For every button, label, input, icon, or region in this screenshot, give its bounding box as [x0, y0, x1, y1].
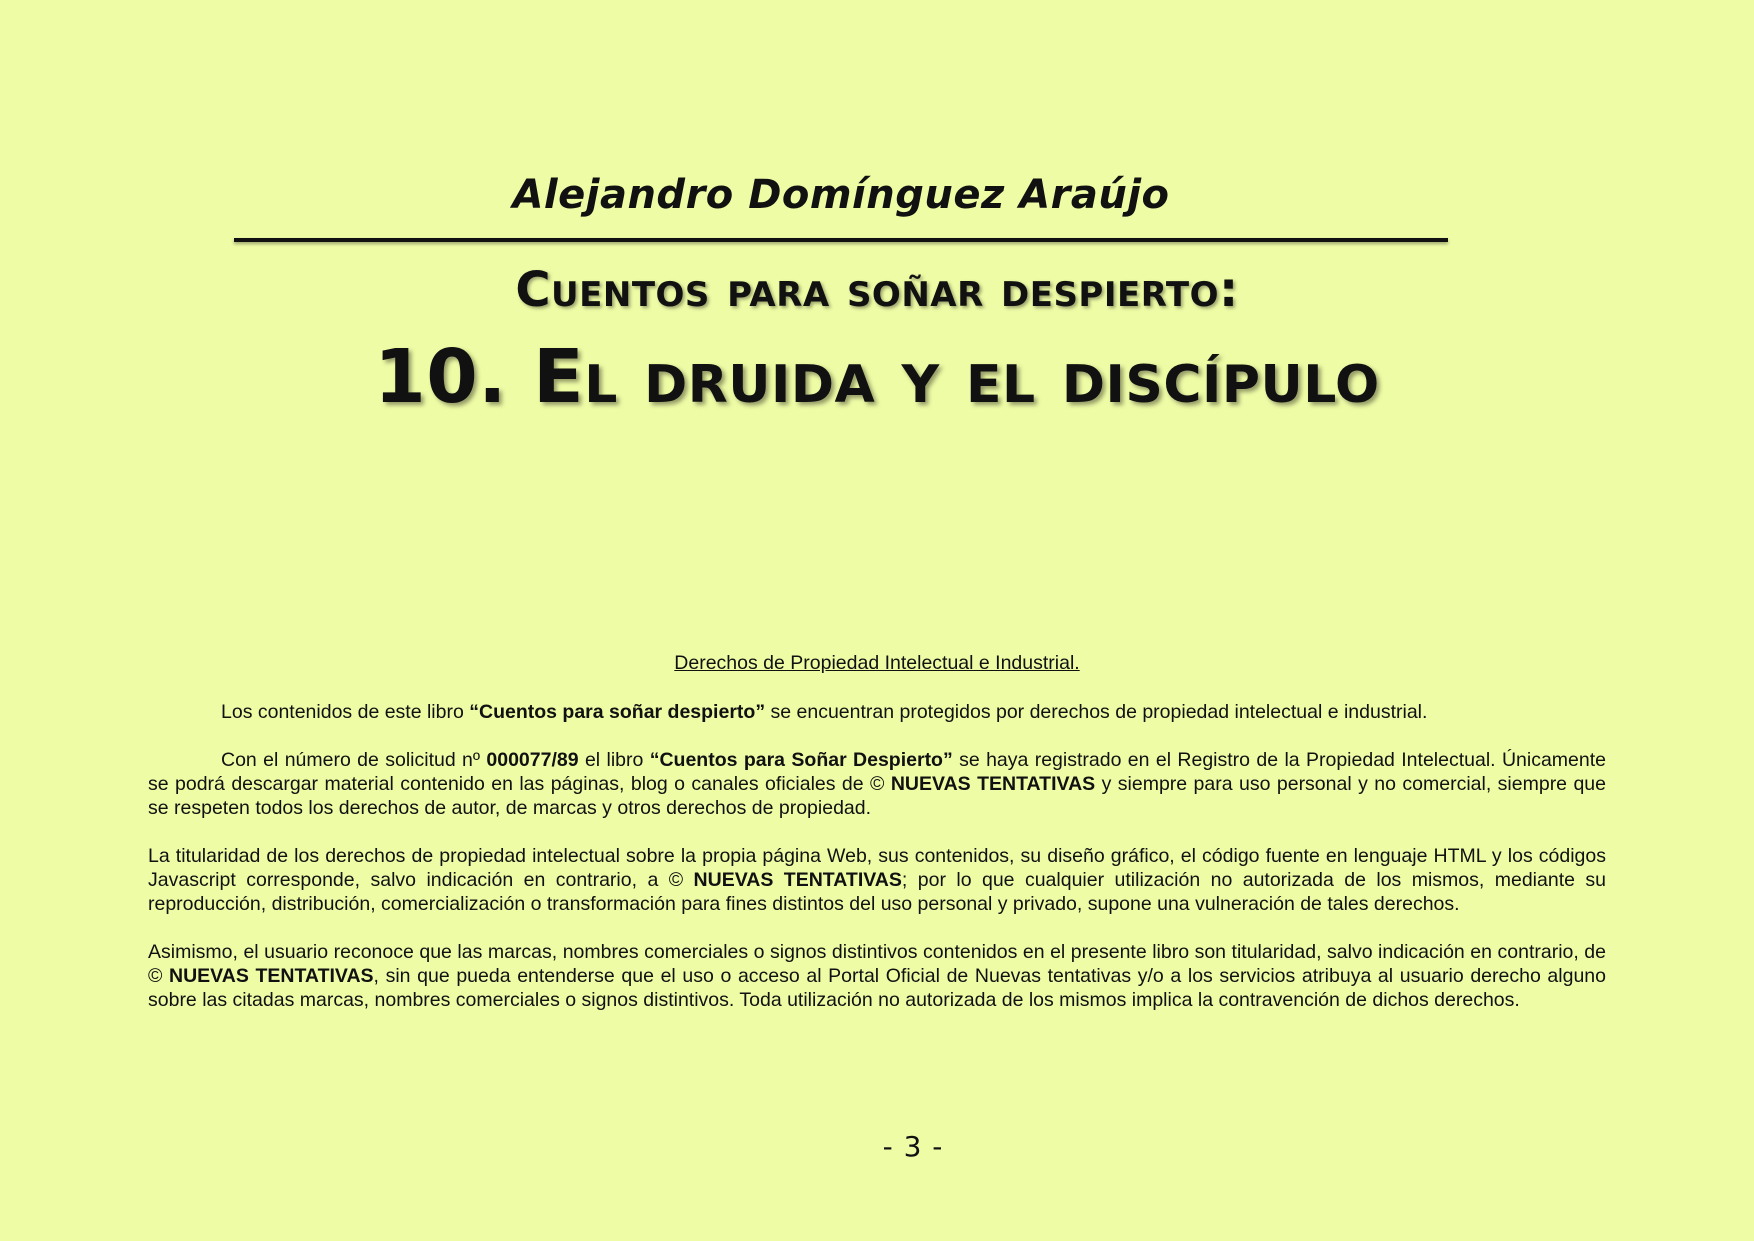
p3-text: La titularidad de los derechos de propiedad intelectual sobre la propia página Web, sus contenidos, su diseño gráfico, el código fuente en lenguaje HTML y los códigos Javascript corresponde, salvo indicación en contrario, a © — [148, 845, 1606, 891]
rights-paragraph-2 — [148, 748, 1606, 820]
rights-paragraph-3 — [148, 844, 1606, 916]
rights-paragraph-4 — [148, 940, 1606, 1012]
author-name: Alejandro Domínguez Araújo — [512, 172, 1170, 218]
story-title: 10. El druida y el discípulo — [374, 334, 1380, 420]
header-divider — [234, 238, 1448, 242]
p2-text-end: y siempre para uso personal y no comercial, siempre que se respeten todos los derechos de autor, de marcas y otros derechos de propiedad. — [148, 773, 1606, 819]
p2-book-title: “Cuentos para Soñar Despierto” — [649, 749, 953, 771]
rights-paragraph-1 — [148, 700, 1606, 724]
p2-text: Con el número de solicitud nº — [221, 749, 487, 771]
p2-text-mid-2: se haya registrado en el Registro de la Propiedad Intelectual. Únicamente se podrá descargar material contenido en las páginas, blog o canales oficiales de © — [148, 749, 1606, 795]
p2-brand: NUEVAS TENTATIVAS — [890, 773, 1096, 795]
series-title: Cuentos para soñar despierto: — [515, 262, 1239, 318]
p3-brand: NUEVAS TENTATIVAS — [693, 869, 902, 891]
p1-text-end: se encuentran protegidos por derechos de propiedad intelectual e industrial. — [765, 701, 1428, 723]
p4-brand: NUEVAS TENTATIVAS — [169, 965, 374, 987]
p4-text: Asimismo, el usuario reconoce que las marcas, nombres comerciales o signos distintivos contenidos en el presente libro son titularidad, salvo indicación en contrario, de © — [148, 941, 1606, 987]
p3-text-end: ; por lo que cualquier utilización no autorizada de los mismos, mediante su reproducción, distribución, comercialización o transformación para fines distintos del uso personal y privado, supone una vulneración de tales derechos. — [148, 869, 1607, 915]
p1-text: Los contenidos de este libro — [221, 701, 470, 723]
p2-registration-number: 000077/89 — [486, 749, 579, 771]
p1-book-title: “Cuentos para soñar despierto” — [469, 701, 766, 723]
page-number: - 3 - — [882, 1130, 944, 1163]
rights-heading: Derechos de Propiedad Intelectual e Industrial. — [674, 652, 1080, 674]
p4-text-end: , sin que pueda entenderse que el uso o acceso al Portal Oficial de Nuevas tentativas y/o a los servicios atribuya al usuario derecho alguno sobre las citadas marcas, nombres comerciales o signos distintivos. Toda utilización no autorizada de los mismos implica la contravención de dichos derechos. — [148, 965, 1606, 1011]
p2-text-mid: el libro — [578, 749, 650, 771]
rights-notice — [148, 700, 1606, 1036]
